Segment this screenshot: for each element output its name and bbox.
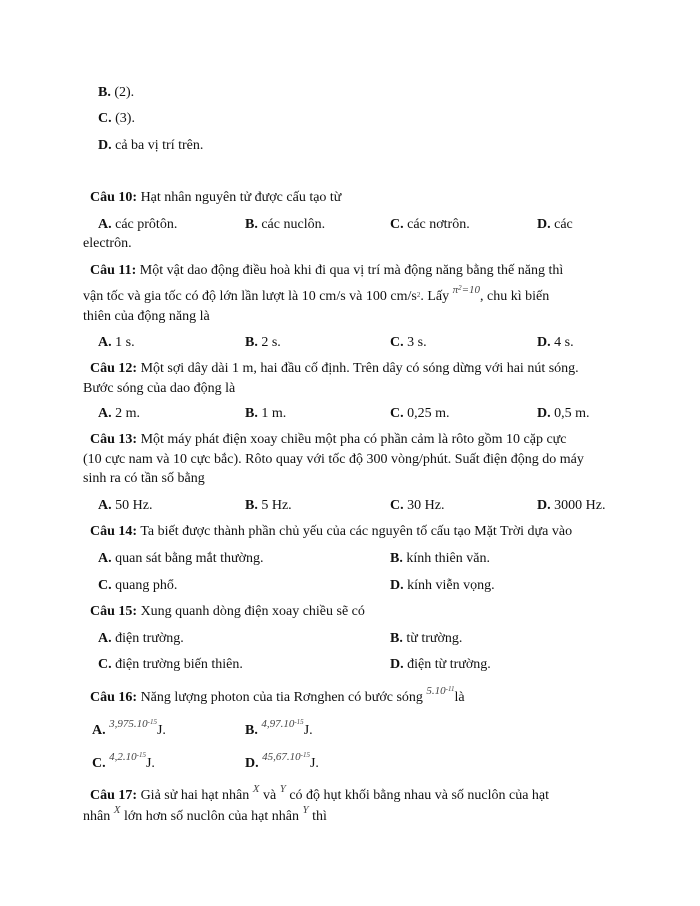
q17-var-y: Y	[279, 783, 286, 795]
q16-stem: Câu 16: Năng lượng photon của tia Rơnghen có bước sóng $^{5.10^{-11}}$là	[90, 685, 465, 705]
q12-stem-line2: Bước sóng của dao động là	[83, 381, 236, 396]
q11-stem-line3: thiên của động năng là	[83, 309, 210, 324]
q11-stem-line1: Câu 11: Một vật dao động điều hoà khi đi qua vị trí mà động năng bằng thế năng thì	[90, 263, 564, 278]
q15-stem: Câu 15: Xung quanh dòng điện xoay chiều sẽ có	[90, 604, 365, 619]
q16-option-b: B. $^{4,97.10^{-15}}$J.	[245, 718, 313, 738]
q10-option-d-continued: electrôn.	[83, 236, 132, 251]
q10-option-c: C. các nơtrôn.	[390, 217, 470, 232]
q14-option-d: D. kính viễn vọng.	[390, 578, 495, 593]
q16-option-b-formula: 4,97.10-15	[261, 718, 304, 730]
q9-option-d: D. cả ba vị trí trên.	[98, 138, 204, 153]
q13-stem-line2: (10 cực nam và 10 cực bắc). Rôto quay với tốc độ 300 vòng/phút. Suất điện động do máy	[83, 452, 584, 467]
q14-option-c: C. quang phổ.	[98, 578, 178, 593]
q13-option-d: D. 3000 Hz.	[537, 498, 606, 513]
q17-stem-line1: Câu 17: Giả sử hai hạt nhân $^X$ và $^Y$ có độ hụt khối bằng nhau và số nuclôn của hạt	[90, 783, 550, 803]
q13-option-c: C. 30 Hz.	[390, 498, 445, 513]
q16-wavelength-formula: 5.10-11	[426, 685, 455, 697]
q16-option-d-formula: 45,67.10-15	[262, 751, 310, 763]
q11-option-b: B. 2 s.	[245, 335, 281, 350]
q10-stem: Câu 10: Hạt nhân nguyên tử được cấu tạo từ	[90, 190, 342, 205]
q12-option-b: B. 1 m.	[245, 406, 287, 421]
q16-option-d: D. $^{45,67.10^{-15}}$J.	[245, 751, 319, 771]
q11-option-a: A. 1 s.	[98, 335, 135, 350]
q15-option-d: D. điện từ trường.	[390, 657, 491, 672]
q15-option-a: A. điện trường.	[98, 631, 184, 646]
q12-option-d: D. 0,5 m.	[537, 406, 590, 421]
q17-var-x-2: X	[113, 804, 121, 816]
q14-option-b: B. kính thiên văn.	[390, 551, 490, 566]
q11-option-d: D. 4 s.	[537, 335, 574, 350]
q14-stem: Câu 14: Ta biết được thành phần chủ yếu của các nguyên tố cấu tạo Mặt Trời dựa vào	[90, 524, 573, 539]
q10-option-b: B. các nuclôn.	[245, 217, 326, 232]
q13-stem-line3: sinh ra có tần số bằng	[83, 471, 205, 486]
q17-var-y-2: Y	[302, 804, 309, 816]
q16-option-a-formula: 3,975.10-15	[109, 718, 157, 730]
q17-stem-line2: nhân $^X$ lớn hơn số nuclôn của hạt nhân $^Y$ thì	[83, 804, 327, 824]
q16-option-c-formula: 4,2.10-15	[109, 751, 146, 763]
q9-option-b: B. (2).	[98, 85, 135, 100]
q11-option-c: C. 3 s.	[390, 335, 427, 350]
q15-option-c: C. điện trường biến thiên.	[98, 657, 243, 672]
q11-pi-formula: π2=10	[452, 284, 481, 296]
q10-option-a: A. các prôtôn.	[98, 217, 178, 232]
q12-stem-line1: Câu 12: Một sợi dây dài 1 m, hai đầu cố định. Trên dây có sóng dừng với hai nút sóng.	[90, 361, 579, 376]
q13-option-a: A. 50 Hz.	[98, 498, 153, 513]
q11-stem-line2: vận tốc và gia tốc có độ lớn lần lượt là 10 cm/s và 100 $cm/s^2$. Lấy $^{\pi^2=10}$, chu kì biến	[83, 284, 550, 304]
q15-option-b: B. từ trường.	[390, 631, 463, 646]
q16-option-c: C. $^{4,2.10^{-15}}$J.	[92, 751, 155, 771]
q13-stem-line1: Câu 13: Một máy phát điện xoay chiều một pha có phần cảm là rôto gồm 10 cặp cực	[90, 432, 567, 447]
q12-option-c: C. 0,25 m.	[390, 406, 450, 421]
q9-option-c: C. (3).	[98, 111, 135, 126]
q13-option-b: B. 5 Hz.	[245, 498, 292, 513]
q14-option-a: A. quan sát bằng mắt thường.	[98, 551, 264, 566]
q17-var-x: X	[252, 783, 260, 795]
q16-option-a: A. $^{3,975.10^{-15}}$J.	[92, 718, 166, 738]
q12-option-a: A. 2 m.	[98, 406, 141, 421]
q10-option-d: D. các	[537, 217, 573, 232]
